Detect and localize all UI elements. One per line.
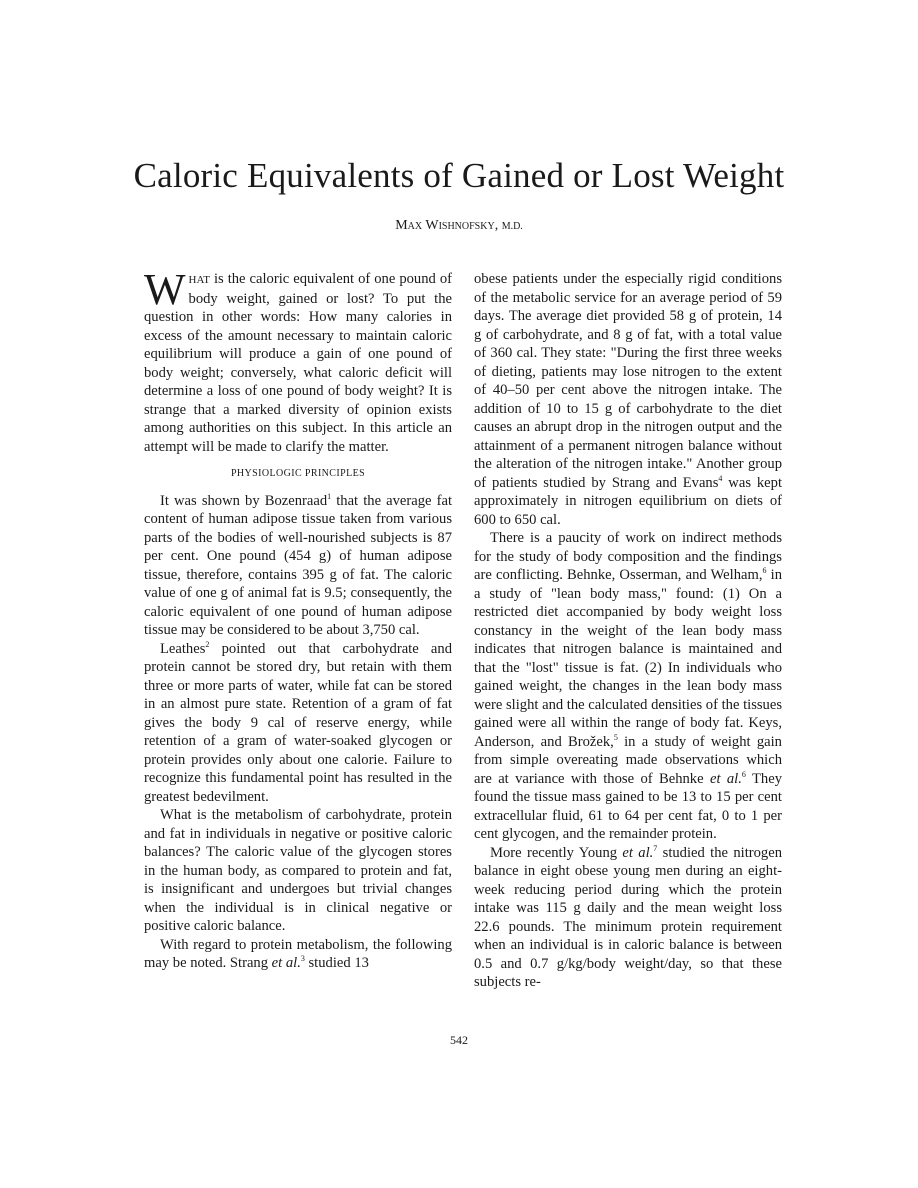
text-run: With regard to protein metabolism, the following may be noted. Strang — [144, 936, 452, 971]
footnote-ref: 5 — [613, 732, 618, 742]
footnote-ref: 6 — [762, 566, 767, 576]
author-first-initial: M — [395, 218, 408, 233]
text-run: studied the nitrogen balance in eight obese young men during an eight-week reducing period during which the protein intake was 115 g daily and the mean weight loss 22.6 pounds. The minimum protein requirement when an individual is in caloric balance is between 0.5 and 0.7 g/kg/body weight/day, so that these subjects re- — [474, 844, 782, 990]
left-column — [144, 265, 452, 973]
author-line: MAX WISHNOFSKY, M.D. — [395, 218, 523, 233]
section-heading: PHYSIOLOGIC PRINCIPLES — [230, 468, 366, 479]
et-al: et al. — [709, 770, 742, 787]
text-run: in a study of "lean body mass," found: (1) On a restricted diet accompanied by body weight loss constancy in the weight of the lean body mass indicates that nitrogen balance is maintained and that the "lost" tissue is fat. (2) In individuals who gained weight, the changes in the lean body mass were slight and the calculated densities of the tissues gained were all within the range of body fat. Keys, Anderson, and Brožek, — [474, 567, 783, 750]
author-degree: M.D. — [501, 221, 523, 232]
intro-paragraph — [144, 265, 452, 456]
text-run: pointed out that carbohydrate and protein cannot be stored dry, but retain with them three or more parts of water, while fat can be stored in an almost pure state. Retention of a gram of fat gives the body 9 cal of reserve energy, while retention of a gram of water-soaked glycogen or protein provides only about one calorie. Failure to recognize this fundamental point has resulted in the greatest bedevilment. — [144, 640, 452, 805]
paragraph-protein — [144, 936, 452, 973]
text-run: in a study of weight gain from simple overeating made observations which are at variance with those of Behnke — [474, 733, 782, 787]
footnote-ref: 7 — [653, 843, 658, 853]
author-first-rest: AX — [407, 221, 423, 232]
text-run: obese patients under the especially rigid conditions of the metabolic service for an average period of 59 days. The average diet provided 58 g of protein, 14 g of carbohydrate, and 8 g of fat, with a total value of 360 cal. They state: "During the first three weeks of dieting, patients may lose nitrogen to the extent of 40–50 per cent above the nitrogen intake. The addition of 10 to 15 g of carbohydrate to the diet causes an abrupt drop in the nitrogen output and the attainment of a permanent nitrogen balance without the alteration of the nitrogen intake." Another group of patients studied by Strang and Evans — [474, 271, 782, 491]
text-run: Leathes — [160, 640, 206, 657]
intro-smallcaps: HAT — [188, 274, 210, 286]
footnote-ref: 3 — [300, 954, 305, 964]
text-run: It was shown by Bozenraad — [160, 492, 328, 509]
paragraph-bozenraad — [144, 492, 452, 640]
text-run: They found the tissue mass gained to be 13 to 15 per cent extracellular fluid, 61 to 64 per cent fat, 0 to 1 per cent glycogen, and the remainder protein. — [474, 770, 782, 842]
paragraph-young — [474, 844, 782, 992]
et-al: et al. — [622, 844, 654, 861]
footnote-ref: 1 — [327, 491, 332, 501]
text-run: studied 13 — [304, 955, 369, 971]
footnote-ref: 2 — [205, 639, 210, 649]
paragraph-metabolism: What is the metabolism of carbohydrate, protein and fat in individuals in negative or positive caloric balances? The caloric value of the glycogen stores in the human body, as compared to protein and fat, is insignificant and undergoes but trivial changes when the individual is in clinical negative or positive caloric balance. — [144, 807, 452, 934]
footnote-ref: 6 — [741, 769, 746, 779]
author-last-rest: ISHNOFSKY — [438, 221, 495, 232]
author-last-initial: W — [425, 218, 439, 233]
article-title: Caloric Equivalents of Gained or Lost Weight — [133, 156, 785, 195]
paragraph-body-composition — [474, 529, 782, 844]
right-column — [474, 270, 782, 992]
et-al: et al. — [271, 955, 301, 971]
text-run: More recently Young — [490, 844, 623, 861]
drop-cap: W — [144, 265, 186, 314]
paragraph-leathes — [144, 640, 452, 807]
intro-text: is the caloric equivalent of one pound of body weight, gained or lost? To put the question in other words: How many calories in excess of the amount necessary to maintain caloric equilibrium will produce a gain of one pound of body weight; conversely, what caloric deficit will determine a loss of one pound of body weight? It is strange that a marked diversity of opinion exists among authorities on this subject. In this article an attempt will be made to clarify the matter. — [144, 271, 452, 455]
footnote-ref: 4 — [718, 473, 723, 483]
text-run: was kept approximately in nitrogen equilibrium on diets of 600 to 650 cal. — [474, 474, 783, 528]
text-run: There is a paucity of work on indirect methods for the study of body composition and the findings are conflicting. Behnke, Osserman, and Welham, — [474, 530, 782, 583]
text-run: that the average fat content of human adipose tissue taken from various parts of the bodies of well-nourished subjects is 87 per cent. One pound (454 g) of human adipose tissue, therefore, contains 395 g of fat. The caloric value of one g of animal fat is 9.5; consequently, the caloric equivalent of one pound of human adipose tissue may be considered to be about 3,750 cal. — [144, 492, 452, 638]
page-number: 542 — [450, 1033, 468, 1047]
paragraph-strang-cont — [474, 270, 782, 529]
